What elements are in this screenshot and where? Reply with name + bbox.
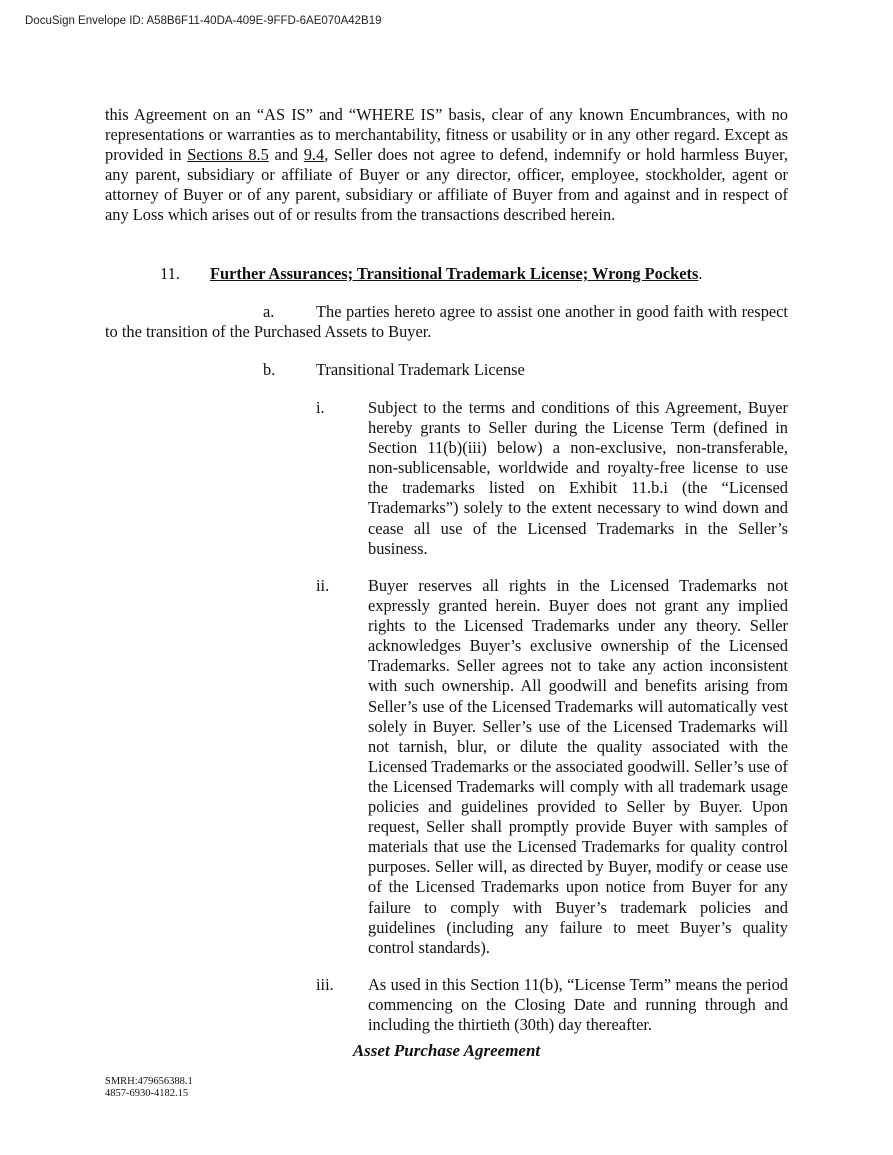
label-iii: iii. (316, 975, 334, 994)
section-title: Further Assurances; Transitional Trademark License; Wrong Pockets (210, 264, 699, 283)
label-b: b. (263, 360, 276, 379)
section-link[interactable]: 9.4 (303, 145, 325, 165)
footer-id-2: 4857-6930-4182.15 (105, 1088, 189, 1099)
text-iii: As used in this Section 11(b), “License Term” means the period commencing on the Closing Date and running through and including the thirtieth (30th) day thereafter. (368, 975, 788, 1035)
footer-id-1: SMRH:479656388.1 (105, 1076, 193, 1087)
intro-text: and (268, 145, 304, 165)
label-ii: ii. (316, 576, 330, 595)
envelope-id: DocuSign Envelope ID: A58B6F11-40DA-409E-9FFD-6AE070A42B19 (25, 15, 382, 27)
label-a: a. (263, 302, 275, 321)
text-b: Transitional Trademark License (316, 360, 525, 379)
intro-text: , Seller does not agree to defend, indemnify or hold harmless Buyer, any parent, subsidiary or affiliate of Buyer or any director, officer, employee, stockholder, agent or attorney of Buyer or of any parent, subsidiary or affiliate of Buyer from and against and in respect of any Loss which arises out of or results from the transactions described herein. (105, 145, 788, 225)
footer-title: Asset Purchase Agreement (352, 1041, 541, 1060)
footer-ids (105, 1076, 193, 1100)
section-number: 11. (160, 264, 180, 283)
text-a: The parties hereto agree to assist one another in good faith with respect to the transition of the Purchased Assets to Buyer. (105, 302, 788, 342)
paragraph-a (105, 302, 788, 342)
label-i: i. (316, 398, 325, 417)
text-i: Subject to the terms and conditions of this Agreement, Buyer hereby grants to Seller during the License Term (defined in Section 11(b)(iii) below) a non-exclusive, non-transferable, non-sublicensable, worldwide and royalty-free license to use the trademarks listed on Exhibit 11.b.i (the “Licensed Trademarks”) solely to the extent necessary to wind down and cease all use of the Licensed Trademarks in the Seller’s business. (368, 398, 788, 558)
section-heading (210, 264, 703, 284)
heading-period: . (698, 264, 703, 283)
intro-paragraph (105, 105, 788, 226)
sections-link[interactable]: Sections 8.5 (187, 145, 269, 165)
intro-text: this Agreement on an “AS IS” and “WHERE IS” basis, clear of any known Encumbrances, with no representations or warranties as to merchantability, fitness or usability or in any other regard. Except as provided in (105, 105, 788, 165)
text-ii: Buyer reserves all rights in the Licensed Trademarks not expressly granted herein. Buyer does not grant any implied rights to the Licensed Trademarks under any theory. Seller acknowledges Buyer’s exclusive ownership of the Licensed Trademarks. Seller agrees not to take any action inconsistent with such ownership. All goodwill and benefits arising from Seller’s use of the Licensed Trademarks will automatically vest solely in Buyer. Seller’s use of the Licensed Trademarks will not tarnish, blur, or dilute the quality associated with the Licensed Trademarks or the associated goodwill. Seller’s use of the Licensed Trademarks will comply with all trademark usage policies and guidelines provided to Seller by Buyer. Upon request, Seller shall promptly provide Buyer with samples of materials that use the Licensed Trademarks for quality control purposes. Seller will, as directed by Buyer, modify or cease use of the Licensed Trademarks upon notice from Buyer for any failure to comply with Buyer’s trademark policies and guidelines (including any failure to meet Buyer’s quality control standards). (368, 576, 788, 957)
